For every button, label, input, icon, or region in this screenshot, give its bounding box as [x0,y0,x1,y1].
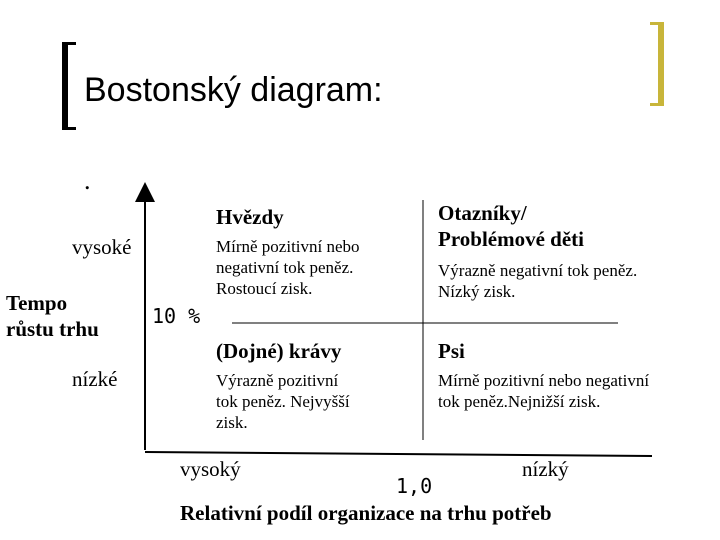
quadrant-cash-cows-text [216,370,350,433]
quadrant-question-marks-line: Výrazně negativní tok peněz. [438,261,638,280]
quadrant-dogs-line: tok peněz.Nejnižší zisk. [438,392,601,411]
x-axis-high-label: vysoký [180,457,241,481]
stray-dot: . [84,166,91,195]
y-axis-title-line1: Tempo [6,291,68,315]
quadrant-cash-cows-line: Výrazně pozitivní [216,371,339,390]
y-axis-title [6,290,99,342]
quadrant-stars-line: Rostoucí zisk. [216,279,313,298]
quadrant-stars-text [216,236,360,299]
quadrant-cash-cows-line: tok peněz. Nejvyšší [216,392,350,411]
slide-title: Bostonský diagram: [84,71,383,109]
y-axis-title-line2: růstu trhu [6,317,99,341]
quadrant-dogs-title: Psi [438,339,465,363]
quadrant-dogs-line: Mírně pozitivní nebo negativní [438,371,650,390]
y-axis-low-label: nízké [72,367,118,391]
quadrant-cash-cows-title: (Dojné) krávy [216,339,342,363]
quadrant-stars-line: Mírně pozitivní nebo [216,237,360,256]
quadrant-stars-line: negativní tok peněz. [216,258,354,277]
y-axis-midpoint: 10 % [152,304,201,328]
x-axis-title: Relativní podíl organizace na trhu potřeb [180,501,552,525]
quadrant-question-marks-line: Nízký zisk. [438,282,516,301]
quadrant-question-marks-title [438,200,584,252]
quadrant-question-marks-title-line1: Otazníky/ [438,201,527,225]
x-axis-midpoint: 1,0 [396,474,433,498]
y-axis-high-label: vysoké [72,235,132,259]
quadrant-question-marks-text [438,260,637,302]
quadrant-cash-cows-line: zisk. [216,413,248,432]
quadrant-question-marks-title-line2: Problémové děti [438,227,584,251]
quadrant-dogs-text [438,370,649,412]
x-axis-low-label: nízký [522,457,569,481]
quadrant-stars-title: Hvězdy [216,205,284,229]
